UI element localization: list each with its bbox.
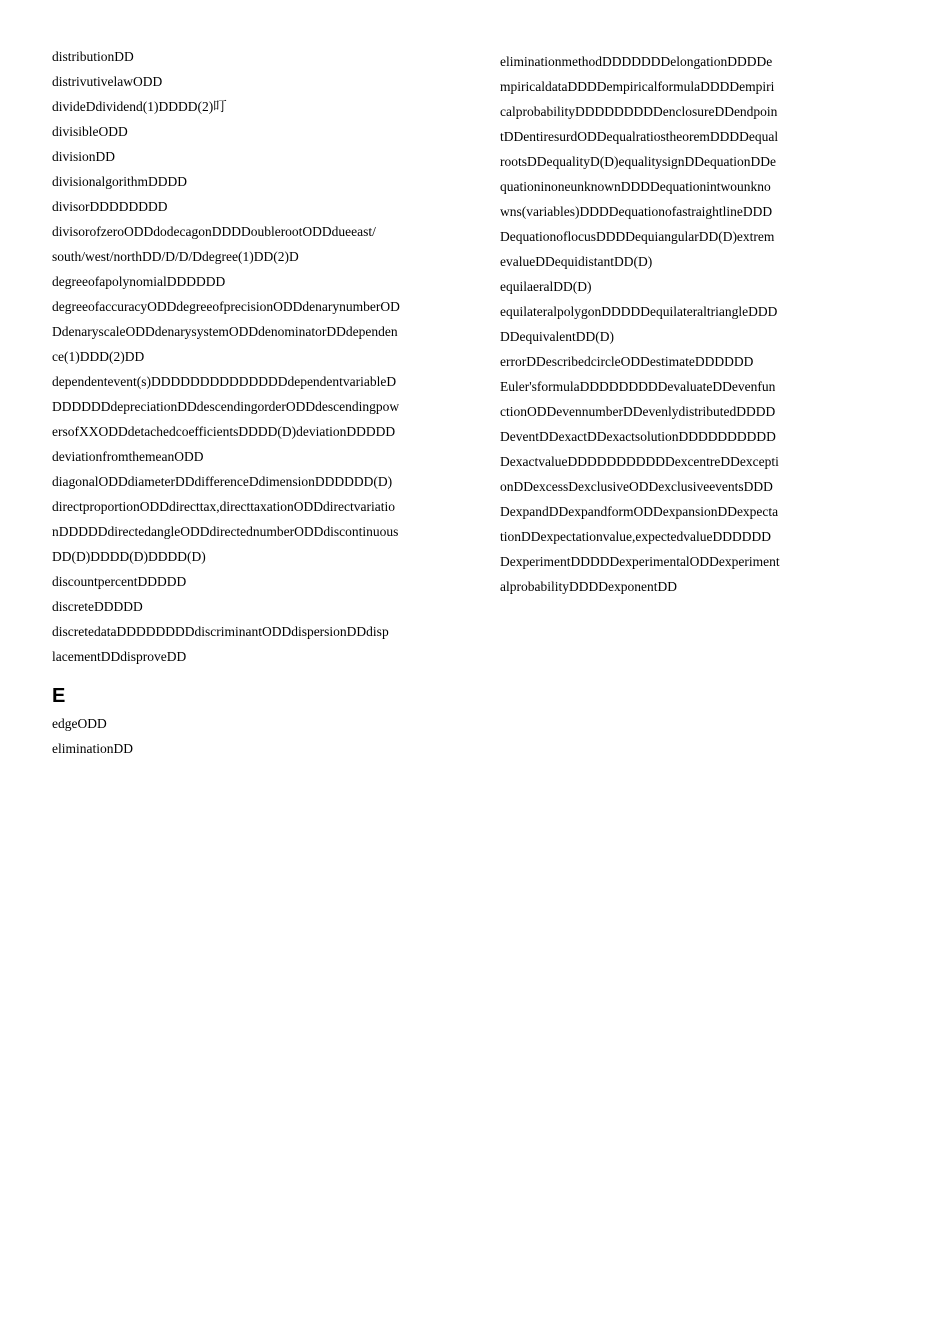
glossary-line: divisionDD xyxy=(52,149,116,164)
glossary-line: distrivutivelawODD xyxy=(52,74,163,89)
glossary-line: evalueDDequidistantDD(D) xyxy=(500,254,653,269)
glossary-line: DequationoflocusDDDDequiangularDD(D)extrem xyxy=(500,229,775,244)
glossary-line: dependentevent(s)DDDDDDDDDDDDDDdependentvariableD xyxy=(52,374,397,389)
glossary-line: equilaeralDD(D) xyxy=(500,279,592,294)
glossary-line: Euler'sformulaDDDDDDDDDevaluateDDevenfun xyxy=(500,379,776,394)
glossary-line: rootsDDequalityD(D)equalitysignDDequationDDe xyxy=(500,154,776,169)
glossary-line: deviationfromthemeanODD xyxy=(52,449,204,464)
glossary-line: DdenaryscaleODDdenarysystemODDdenominatorDDdependen xyxy=(52,324,398,339)
glossary-line: diagonalODDdiameterDDdifferenceDdimensionDDDDDD(D) xyxy=(52,474,393,489)
right-column xyxy=(500,49,800,599)
glossary-line: quationinoneunknownDDDDequationintwounkno xyxy=(500,179,771,194)
glossary-line: mpiricaldataDDDDempiricalformulaDDDDempiri xyxy=(500,79,775,94)
glossary-line: equilateralpolygonDDDDDequilateraltriangleDDD xyxy=(500,304,778,319)
glossary-line: wns(variables)DDDDequationofastraightlineDDD xyxy=(500,204,773,219)
glossary-line: eliminationmethodDDDDDDDelongationDDDDe xyxy=(500,54,773,69)
glossary-line: DexperimentDDDDDexperimentalODDexperiment xyxy=(500,554,780,569)
glossary-line: discretedataDDDDDDDDdiscriminantODDdispersionDDdisp xyxy=(52,624,389,639)
glossary-line: divisorofzeroODDdodecagonDDDDoublerootODDdueeast/ xyxy=(52,224,376,239)
glossary-line: directproportionODDdirecttax,directtaxationODDdirectvariatio xyxy=(52,499,395,514)
glossary-line: divisorDDDDDDDD xyxy=(52,199,168,214)
glossary-line: distributionDD xyxy=(52,49,134,64)
glossary-line: divisibleODD xyxy=(52,124,128,139)
glossary-line: calprobabilityDDDDDDDDDenclosureDDendpoin xyxy=(500,104,778,119)
glossary-line: edgeODD xyxy=(52,716,107,731)
glossary-line: onDDexcessDexclusiveODDexclusiveeventsDDD xyxy=(500,479,773,494)
glossary-line: divideDdividend(1)DDDD(2)叮 xyxy=(52,99,227,114)
glossary-line: ctionODDevennumberDDevenlydistributedDDDD xyxy=(500,404,776,419)
glossary-line: tionDDexpectationvalue,expectedvalueDDDDDD xyxy=(500,529,772,544)
section-heading-e: E xyxy=(52,685,66,707)
glossary-line: alprobabilityDDDDexponentDD xyxy=(500,579,677,594)
glossary-line: tDDentiresurdODDequalratiostheoremDDDDequal xyxy=(500,129,779,144)
glossary-line: errorDDescribedcircleODDestimateDDDDDD xyxy=(500,354,754,369)
glossary-line: south/west/northDD/D/D/Ddegree(1)DD(2)D xyxy=(52,249,299,264)
glossary-line: nDDDDDdirectedangleODDdirectednumberODDdiscontinuous xyxy=(52,524,399,539)
glossary-line: DD(D)DDDD(D)DDDD(D) xyxy=(52,549,206,564)
glossary-line: degreeofaccuracyODDdegreeofprecisionODDdenarynumberOD xyxy=(52,299,400,314)
glossary-line: DexpandDDexpandformODDexpansionDDexpecta xyxy=(500,504,779,519)
glossary-line: ce(1)DDD(2)DD xyxy=(52,349,145,364)
glossary-line: divisionalgorithmDDDD xyxy=(52,174,187,189)
glossary-line: ersofXXODDdetachedcoefficientsDDDD(D)deviationDDDDD xyxy=(52,424,396,439)
glossary-line: DeventDDexactDDexactsolutionDDDDDDDDDD xyxy=(500,429,776,444)
glossary-line: discreteDDDDD xyxy=(52,599,143,614)
left-column xyxy=(52,44,422,761)
glossary-line: eliminationDD xyxy=(52,741,133,756)
glossary-line: DDDDDDdepreciationDDdescendingorderODDdescendingpow xyxy=(52,399,400,414)
glossary-line: discountpercentDDDDD xyxy=(52,574,187,589)
glossary-line: degreeofapolynomialDDDDDD xyxy=(52,274,226,289)
glossary-line: DDequivalentDD(D) xyxy=(500,329,614,344)
glossary-line: lacementDDdisproveDD xyxy=(52,649,187,664)
glossary-line: DexactvalueDDDDDDDDDDDexcentreDDexcepti xyxy=(500,454,779,469)
